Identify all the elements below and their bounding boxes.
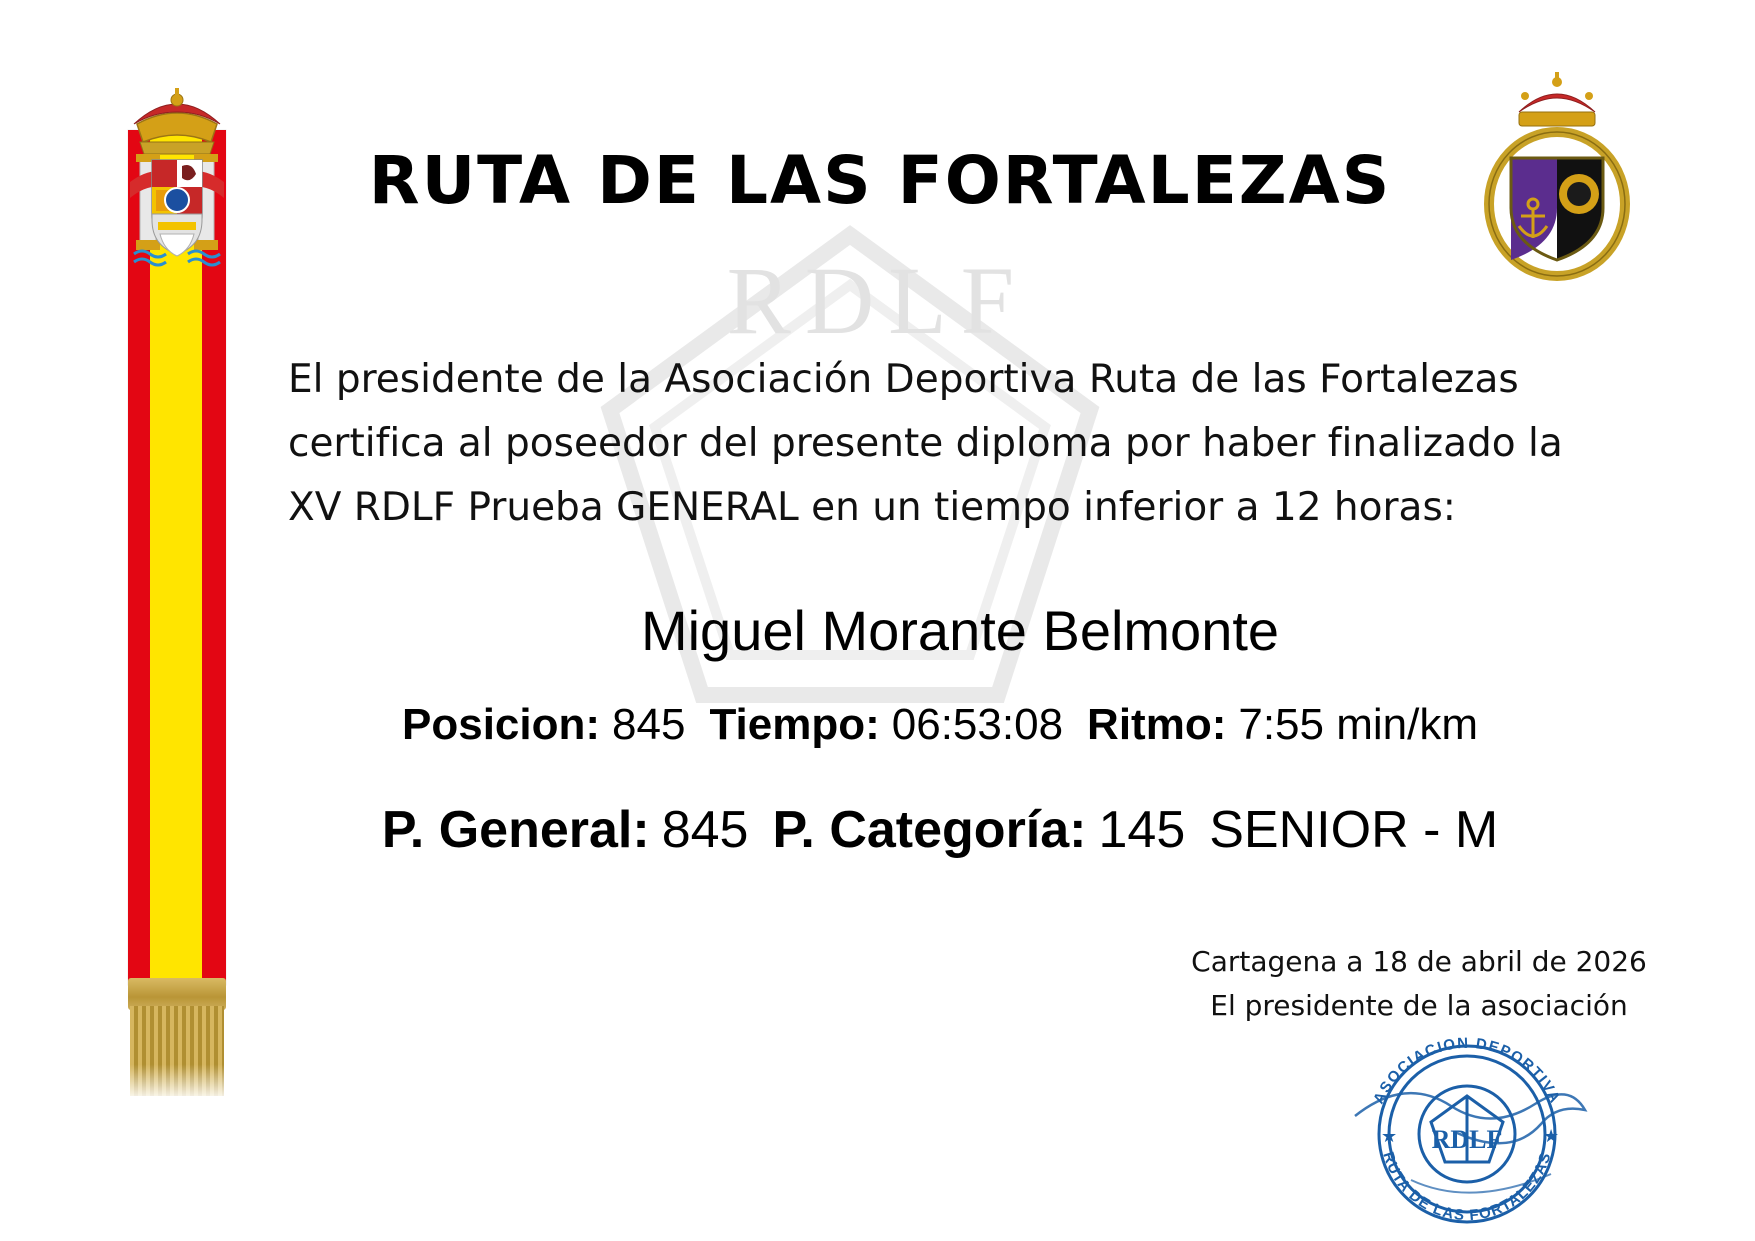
svg-text:★: ★ bbox=[1381, 1126, 1398, 1146]
body-line-2: certifica al poseedor del presente diploma por haber finalizado la bbox=[288, 421, 1563, 466]
position-value: 845 bbox=[612, 700, 686, 749]
infanteria-de-marina-emblem-icon bbox=[1467, 54, 1647, 284]
time-value: 06:53:08 bbox=[891, 700, 1064, 749]
pace-value: 7:55 min/km bbox=[1238, 700, 1478, 749]
results-row-primary bbox=[240, 700, 1640, 750]
pace-label: Ritmo: bbox=[1087, 700, 1227, 749]
category-position-label: P. Categoría: bbox=[772, 801, 1087, 859]
results-row-secondary bbox=[240, 800, 1640, 860]
svg-text:ASOCIACION DEPORTIVA: ASOCIACION DEPORTIVA bbox=[1370, 1034, 1564, 1107]
general-position-label: P. General: bbox=[381, 801, 650, 859]
svg-text:RUTA DE LAS FORTALEZAS: RUTA DE LAS FORTALEZAS bbox=[1379, 1149, 1555, 1225]
certificate-body bbox=[288, 348, 1678, 540]
signature-block bbox=[1179, 940, 1659, 1028]
watermark-text: RDLF bbox=[726, 247, 1029, 354]
category-name: SENIOR - M bbox=[1209, 801, 1499, 859]
association-stamp bbox=[1315, 1030, 1615, 1230]
athlete-name: Miguel Morante Belmonte bbox=[640, 599, 1280, 662]
category-position-value: 145 bbox=[1098, 801, 1186, 859]
body-line-3: XV RDLF Prueba GENERAL en un tiempo inferior a 12 horas: bbox=[288, 485, 1456, 530]
general-position-value: 845 bbox=[661, 801, 749, 859]
banner-fringe bbox=[130, 1006, 224, 1096]
time-label: Tiempo: bbox=[709, 700, 880, 749]
spain-coat-of-arms-icon bbox=[72, 62, 282, 292]
place-and-date: Cartagena a 18 de abril de 2026 bbox=[1191, 945, 1647, 978]
document-title: RUTA DE LAS FORTALEZAS bbox=[368, 142, 1392, 219]
body-line-1: El presidente de la Asociación Deportiva Ruta de las Fortalezas bbox=[288, 357, 1519, 402]
position-label: Posicion: bbox=[402, 700, 601, 749]
signer-title: El presidente de la asociación bbox=[1210, 989, 1628, 1022]
svg-text:RDLF: RDLF bbox=[1431, 1125, 1503, 1154]
svg-text:★: ★ bbox=[1543, 1126, 1560, 1146]
